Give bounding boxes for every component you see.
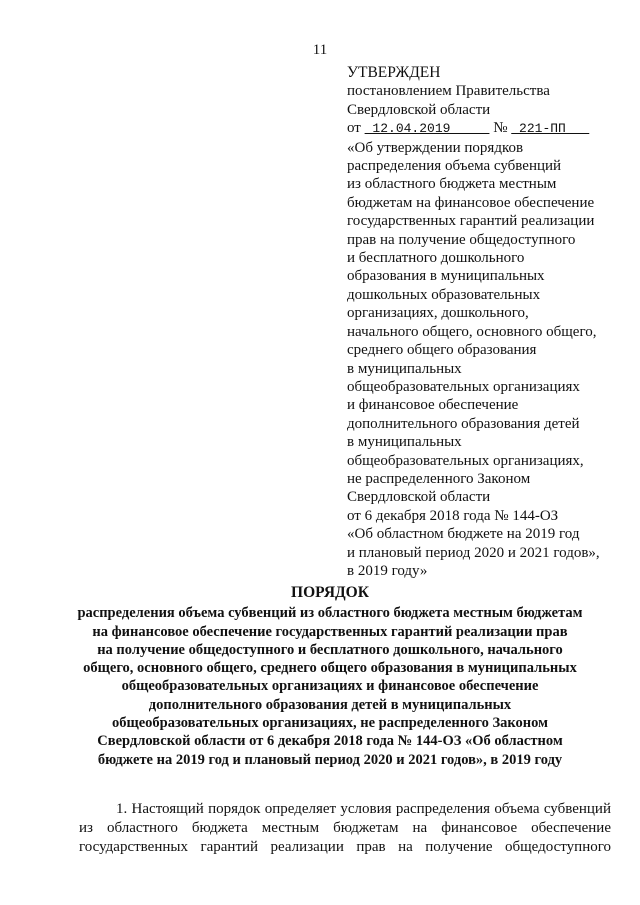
approval-line: постановлением Правительства bbox=[347, 83, 550, 100]
approval-date-line bbox=[347, 119, 627, 138]
text-line: общеобразовательных организациях, не распределенного Законом bbox=[112, 715, 548, 732]
text-line: государственных гарантий реализации прав на получение общедоступного bbox=[79, 839, 611, 855]
text-line: распределения объема субвенций bbox=[347, 158, 562, 175]
text-line: начального общего, основного общего, bbox=[347, 323, 597, 340]
approval-heading: УТВЕРЖДЕН bbox=[347, 64, 441, 81]
text-line: Свердловской области от 6 декабря 2018 года № 144-ОЗ «Об областном bbox=[97, 733, 563, 750]
text-line: на финансовое обеспечение государственных гарантий реализации прав bbox=[92, 623, 568, 640]
date-prefix: от bbox=[347, 120, 361, 137]
text-line: дошкольных образовательных bbox=[347, 286, 541, 303]
approval-text bbox=[347, 139, 627, 581]
document-title: ПОРЯДОК bbox=[291, 584, 369, 601]
text-line: дополнительного образования детей bbox=[347, 415, 580, 432]
text-line: Свердловской области bbox=[347, 489, 491, 506]
text-line: «Об утверждении порядков bbox=[347, 139, 524, 156]
approval-date: 12.04.2019 bbox=[364, 121, 490, 137]
text-line: и финансовое обеспечение bbox=[347, 397, 519, 414]
text-line: «Об областном бюджете на 2019 год bbox=[347, 526, 580, 543]
text-line: государственных гарантий реализации bbox=[347, 213, 595, 230]
text-line: и бесплатного дошкольного bbox=[347, 250, 525, 267]
text-line: общего, основного общего, среднего общего образования в муниципальных bbox=[83, 660, 577, 677]
text-line: от 6 декабря 2018 года № 144-ОЗ bbox=[347, 507, 559, 524]
number-sign: № bbox=[493, 120, 508, 137]
text-line: распределения объема субвенций из областного бюджета местным бюджетам bbox=[77, 605, 583, 622]
document-subtitle bbox=[50, 604, 610, 769]
text-line: на получение общедоступного и бесплатного дошкольного, начального bbox=[97, 641, 563, 658]
body-lines bbox=[79, 800, 611, 857]
text-line: не распределенного Законом bbox=[347, 470, 531, 487]
text-line: организациях, дошкольного, bbox=[347, 305, 529, 322]
text-line: образования в муниципальных bbox=[347, 268, 545, 285]
text-line: общеобразовательных организациях и финансовое обеспечение bbox=[121, 678, 539, 695]
text-line: бюджетам на финансовое обеспечение bbox=[347, 194, 595, 211]
text-line: и плановый период 2020 и 2021 годов», bbox=[347, 544, 600, 561]
text-line: в муниципальных bbox=[347, 434, 462, 451]
approval-number: 221-ПП bbox=[511, 121, 590, 137]
text-line: общеобразовательных организациях, bbox=[347, 452, 584, 469]
approval-block bbox=[347, 64, 627, 580]
text-line: в муниципальных bbox=[347, 360, 462, 377]
text-line: в 2019 году» bbox=[347, 562, 428, 579]
body-paragraph bbox=[79, 800, 611, 857]
text-line: дополнительного образования детей в муниципальных bbox=[148, 696, 512, 713]
approval-line: Свердловской области bbox=[347, 101, 491, 118]
text-line: общеобразовательных организациях bbox=[347, 378, 580, 395]
page-number: 11 bbox=[312, 42, 328, 58]
text-line: среднего общего образования bbox=[347, 342, 537, 359]
text-line: бюджете на 2019 год и плановый период 2020 и 2021 годов», в 2019 году bbox=[97, 751, 563, 768]
text-line: 1. Настоящий порядок определяет условия распределения объема субвенций bbox=[116, 801, 611, 817]
text-line: из областного бюджета местным bbox=[347, 176, 557, 193]
document-title-block bbox=[50, 584, 610, 769]
text-line: прав на получение общедоступного bbox=[347, 231, 576, 248]
text-line: из областного бюджета местным бюджетам на финансовое обеспечение bbox=[79, 820, 611, 836]
